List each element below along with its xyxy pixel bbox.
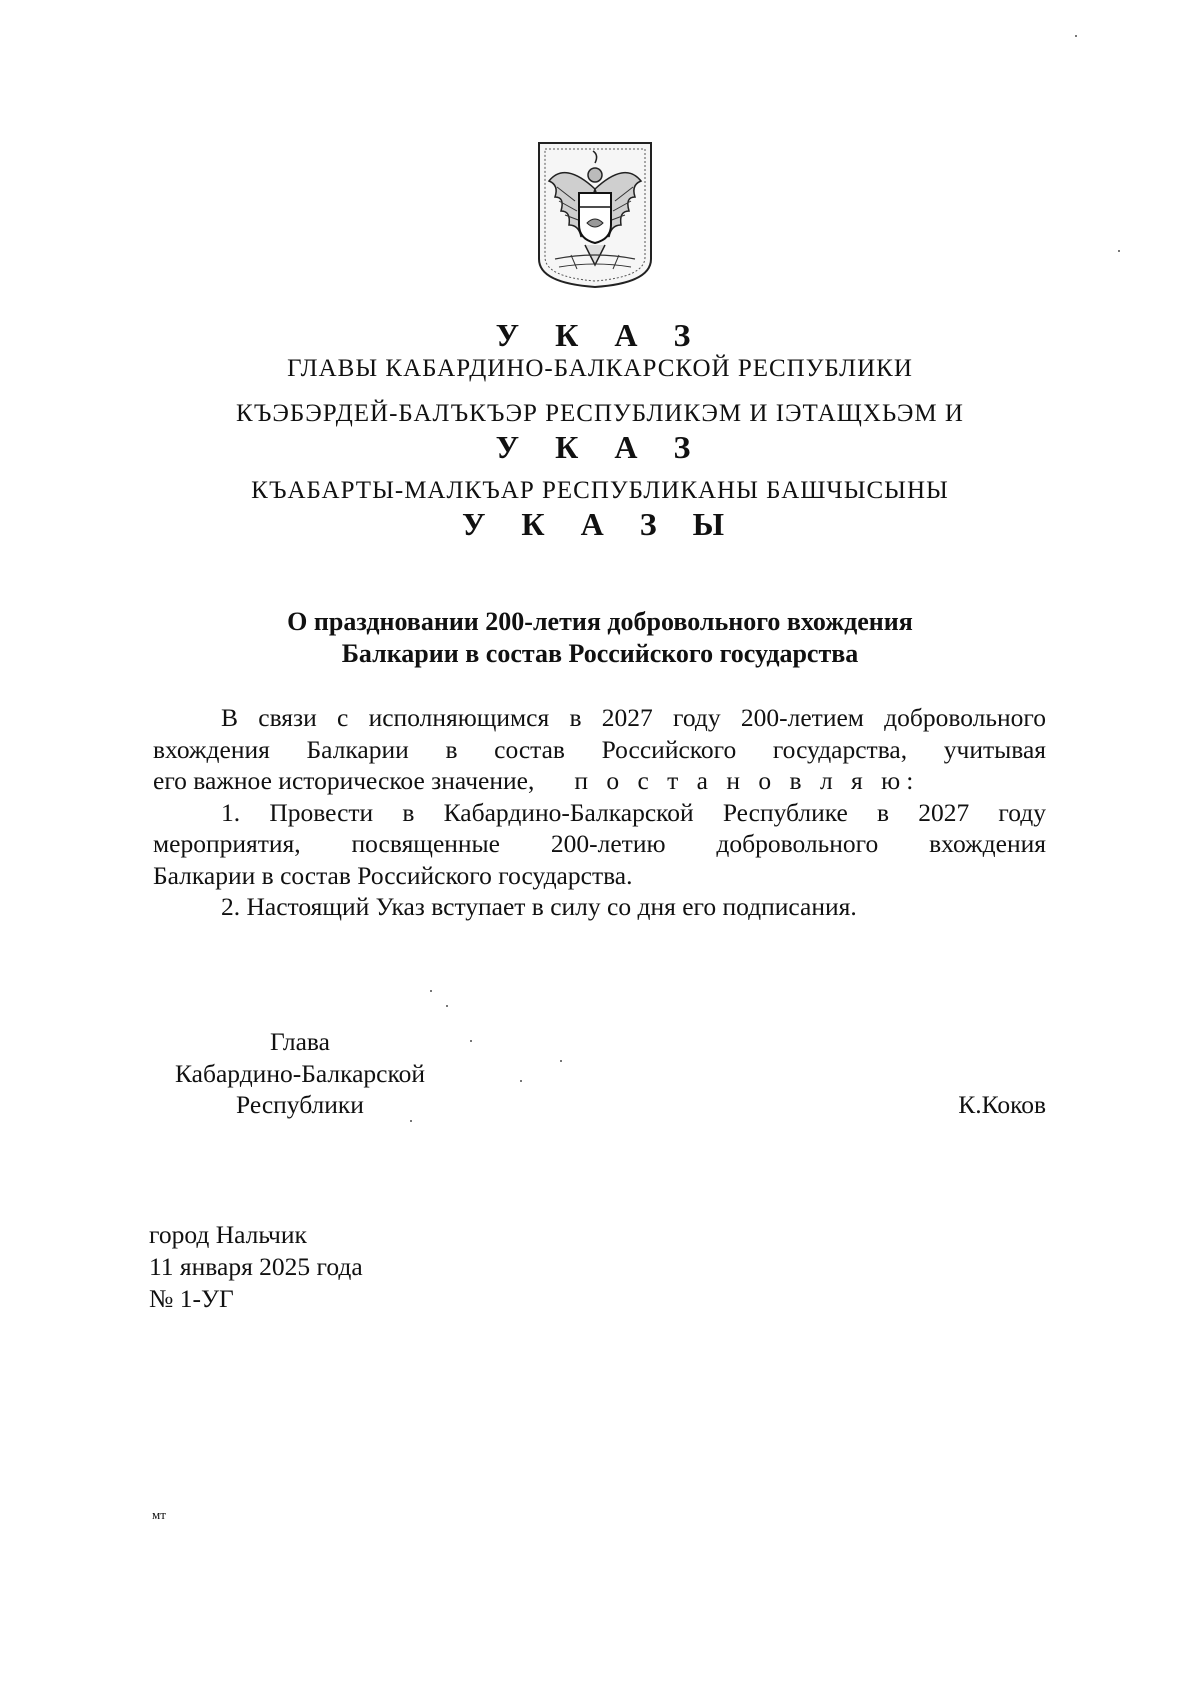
place-date-block (149, 1219, 363, 1315)
decree-body (153, 702, 1046, 923)
city: город Нальчик (149, 1220, 307, 1249)
authority-line-ru: ГЛАВЫ КАБАРДИНО-БАЛКАРСКОЙ РЕСПУБЛИКИ (287, 355, 913, 382)
position-line-3: Республики (236, 1090, 364, 1119)
typist-initials: мт (152, 1507, 166, 1522)
decree-word: п о с т а н о в л я ю: (574, 766, 920, 795)
decree-number: № 1-УГ (149, 1284, 234, 1313)
signatory-position (150, 1026, 450, 1121)
decree-title-line-2: Балкарии в состав Российского государства (341, 639, 859, 668)
decree-title-line-1: О праздновании 200-летия добровольного вхождения (287, 607, 913, 636)
decree-heading-kbd: У К А З (495, 429, 705, 465)
coat-of-arms-emblem (535, 141, 655, 289)
intro-text: его важное историческое значение, (153, 766, 535, 795)
intro-line-2: вхождения Балкарии в состав Российского государства, учитывая (153, 734, 1046, 764)
intro-line-3 (153, 765, 1046, 797)
decree-date: 11 января 2025 года (149, 1252, 363, 1281)
decree-heading-krc: У К А З Ы (461, 506, 739, 542)
authority-line-krc: КЪАБАРТЫ-МАЛКЪАР РЕСПУБЛИКАНЫ БАШЧЫСЫНЫ (251, 477, 949, 504)
decree-heading-ru: У К А З (495, 317, 705, 353)
item-2: 2. Настоящий Указ вступает в силу со дня его подписания. (221, 892, 857, 921)
position-line-1: Глава (270, 1027, 330, 1056)
signatory-name: К.Коков (958, 1090, 1046, 1119)
item-1-line-3: Балкарии в состав Российского государства. (153, 860, 633, 890)
item-1-line-1: 1. Провести в Кабардино-Балкарской Республике в 2027 году (221, 797, 1046, 827)
item-1-line-2: мероприятия, посвященные 200-летию добровольного вхождения (153, 829, 1046, 858)
authority-line-kbd: КЪЭБЭРДЕЙ-БАЛЪКЪЭР РЕСПУБЛИКЭМ И ІЭТАЩХЬЭМ И (236, 400, 964, 427)
intro-line-1: В связи с исполняющимся в 2027 году 200-летием добровольного (221, 703, 1046, 732)
position-line-2: Кабардино-Балкарской (175, 1058, 425, 1088)
